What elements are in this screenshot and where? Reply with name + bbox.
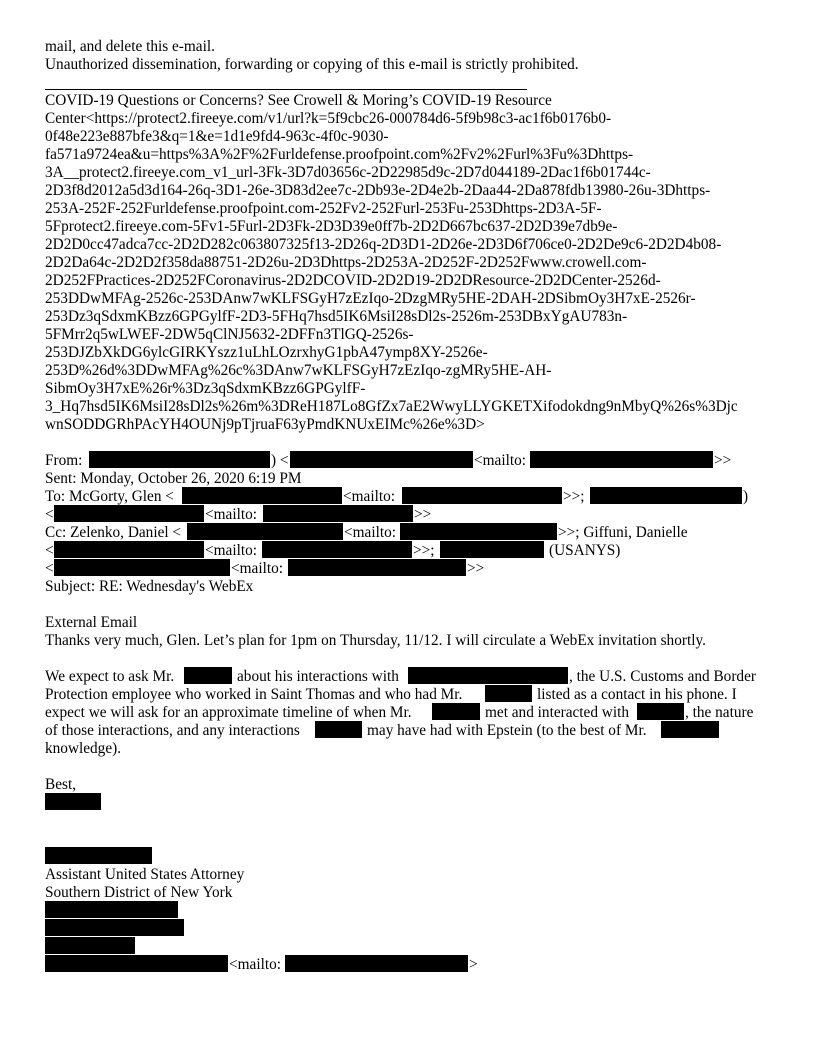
redaction-box	[288, 559, 466, 576]
cc3-open: <	[45, 560, 54, 577]
redaction-box	[400, 523, 557, 540]
cc2-usanys: (USANYS)	[549, 542, 621, 559]
redaction-box	[45, 955, 228, 972]
redaction-box	[590, 487, 742, 504]
redaction-box	[54, 505, 204, 522]
body-text: , the U.S. Customs and Border	[569, 668, 756, 685]
covid-line-3: 0f48e223e887bfe3&q=1&e=1d1e9fd4-963c-4f0c-9030-	[45, 128, 389, 145]
redaction-box	[187, 523, 343, 540]
body-text: expect we will ask for an approximate timeline of when Mr.	[45, 704, 412, 721]
from-close: ) <	[271, 452, 289, 469]
covid-line-10: 2D2Da64c-2D2D2f358da88751-2D26u-2D3Dhttps-2D253A-2D252F-2D252Fwww.crowell.com-	[45, 254, 647, 271]
from-mailto: <mailto:	[474, 452, 526, 469]
redaction-box	[262, 541, 412, 558]
covid-line-16: 253D%26d%3DDwMFAg%26c%3DAnw7wKLFSGyH7zEzIqo-zgMRy5HE-AH-	[45, 362, 552, 379]
sent-line: Sent: Monday, October 26, 2020 6:19 PM	[45, 470, 302, 487]
redaction-box	[45, 937, 135, 954]
signature-title: Assistant United States Attorney	[45, 866, 245, 883]
body-text: may have had with Epstein (to the best of Mr.	[367, 722, 647, 739]
thanks-line: Thanks very much, Glen. Let’s plan for 1pm on Thursday, 11/12. I will circulate a WebEx invitation shortly.	[45, 632, 706, 649]
covid-line-13: 253Dz3qSdxmKBzz6GPGylfF-2D3-5FHq7hsd5IK6MsiI28sDl2s-2526m-253DBxYgAU783n-	[45, 308, 628, 325]
redaction-box	[263, 505, 413, 522]
cc-mailto: <mailto:	[344, 524, 396, 541]
covid-line-9: 2D2D0cc47adca7cc-2D2D282c063807325f13-2D26q-2D3D1-2D26e-2D3D6f706ce0-2D2De9c6-2D2D4b08-	[45, 236, 722, 253]
covid-line-19: wnSODDGRhPAcYH4OUNj9pTjruaF63yPmdKNUxEIMc%26e%3D>	[45, 416, 485, 433]
to2-mailto: <mailto:	[205, 506, 257, 523]
body-text: listed as a contact in his phone. I	[537, 686, 737, 703]
body-text: , the nature	[685, 704, 754, 721]
redaction-box	[45, 793, 101, 810]
redaction-box	[89, 451, 270, 468]
covid-line-17: SibmOy3H7xE%26r%3Dz3qSdxmKBzz6GPGylfF-	[45, 380, 366, 397]
to2-end: >>	[414, 506, 432, 523]
redaction-box	[402, 487, 562, 504]
subject-line: Subject: RE: Wednesday's WebEx	[45, 578, 254, 595]
body-text: Protection employee who worked in Saint Thomas and who had Mr.	[45, 686, 463, 703]
external-email-label: External Email	[45, 614, 138, 631]
redaction-box	[408, 667, 568, 684]
cc2-sep: >>;	[413, 542, 435, 559]
redaction-box	[184, 667, 232, 684]
header-line-2: Unauthorized dissemination, forwarding or copying of this e-mail is strictly prohibited.	[45, 56, 579, 73]
cc2-open: <	[45, 542, 54, 559]
covid-line-6: 2D3f8d2012a5d3d164-26q-3D1-26e-3D83d2ee7c-2Db93e-2D4e2b-2Daa44-2Da878fdb13980-26u-3Dhttps-	[45, 182, 711, 199]
covid-line-7: 253A-252F-252Furldefense.proofpoint.com-252Fv2-252Furl-253Fu-253Dhttps-2D3A-5F-	[45, 200, 602, 217]
header-line-1: mail, and delete this e-mail.	[45, 38, 215, 55]
signature-office: Southern District of New York	[45, 884, 233, 901]
cc2-mailto: <mailto:	[205, 542, 257, 559]
covid-line-2: Center<https://protect2.fireeye.com/v1/url?k=5f9cbc26-000784d6-5f9b98c3-ac1f6b0176b0-	[45, 110, 612, 127]
redaction-box	[285, 955, 468, 972]
to-end: >>;	[563, 488, 585, 505]
to-mailto: <mailto:	[343, 488, 395, 505]
cc3-mailto: <mailto:	[231, 560, 283, 577]
redaction-box	[54, 559, 230, 576]
redaction-box	[54, 541, 204, 558]
covid-line-14: 5FMrr2q5wLWEF-2DW5qClNJ5632-2DFFn3TlGQ-2526s-	[45, 326, 414, 343]
redaction-box	[661, 721, 719, 738]
redaction-box	[290, 451, 473, 468]
body-text: We expect to ask Mr.	[45, 668, 175, 685]
body-text: met and interacted with	[485, 704, 629, 721]
from-end: >>	[714, 452, 732, 469]
to2-open: <	[45, 506, 54, 523]
redaction-box	[637, 703, 684, 720]
redaction-box	[485, 685, 532, 702]
to-paren: )	[743, 488, 749, 505]
covid-line-18: 3_Hq7hsd5IK6MsiI28sDl2s%26m%3DReH187Lo8GfZx7aE2WwyLLYGKETXifodokdng9nMbyQ%26s%3Djc	[45, 398, 738, 415]
covid-line-12: 253DDwMFAg-2526c-253DAnw7wKLFSGyH7zEzIqo-2DzgMRy5HE-2DAH-2DSibmOy3H7xE-2526r-	[45, 290, 696, 307]
covid-line-5: 3A__protect2.fireeye.com_v1_url-3Fk-3D7d03656c-2D22985d9c-2D7d044189-2Dac1f6b01744c-	[45, 164, 651, 181]
redaction-box	[432, 703, 480, 720]
redaction-box	[440, 541, 544, 558]
redaction-box	[45, 847, 152, 864]
body-text: knowledge).	[45, 740, 122, 757]
signature-mailto: <mailto:	[229, 956, 281, 973]
covid-line-8: 5Fprotect2.fireeye.com-5Fv1-5Furl-2D3Fk-2D3D39e0ff7b-2D2D667bc637-2D2D39e7db9e-	[45, 218, 618, 235]
covid-line-15: 253DJZbXkDG6ylcGIRKYszz1uLhLOzrxhyG1pbA47ymp8XY-2526e-	[45, 344, 488, 361]
cc-label: Cc: Zelenko, Daniel <	[45, 524, 182, 541]
closing-line: Best,	[45, 776, 77, 793]
body-text: of those interactions, and any interactions	[45, 722, 300, 739]
signature-end: >	[469, 956, 478, 973]
covid-line-1: COVID-19 Questions or Concerns? See Crowell & Moring’s COVID-19 Resource	[45, 92, 552, 109]
divider-line	[45, 89, 527, 90]
covid-line-4: fa571a9724ea&u=https%3A%2F%2Furldefense.proofpoint.com%2Fv2%2Furl%3Fu%3Dhttps-	[45, 146, 634, 163]
redaction-box	[530, 451, 713, 468]
redaction-box	[315, 721, 362, 738]
redaction-box	[45, 901, 178, 918]
redaction-box	[45, 919, 184, 936]
from-label: From:	[45, 452, 83, 469]
redaction-box	[182, 487, 342, 504]
covid-line-11: 2D252FPractices-2D252FCoronavirus-2D2DCOVID-2D2D19-2D2DResource-2D2DCenter-2526d-	[45, 272, 661, 289]
to-label: To: McGorty, Glen <	[45, 488, 174, 505]
cc-end: >>; Giffuni, Danielle	[558, 524, 688, 541]
body-text: about his interactions with	[237, 668, 399, 685]
cc3-end: >>	[467, 560, 485, 577]
